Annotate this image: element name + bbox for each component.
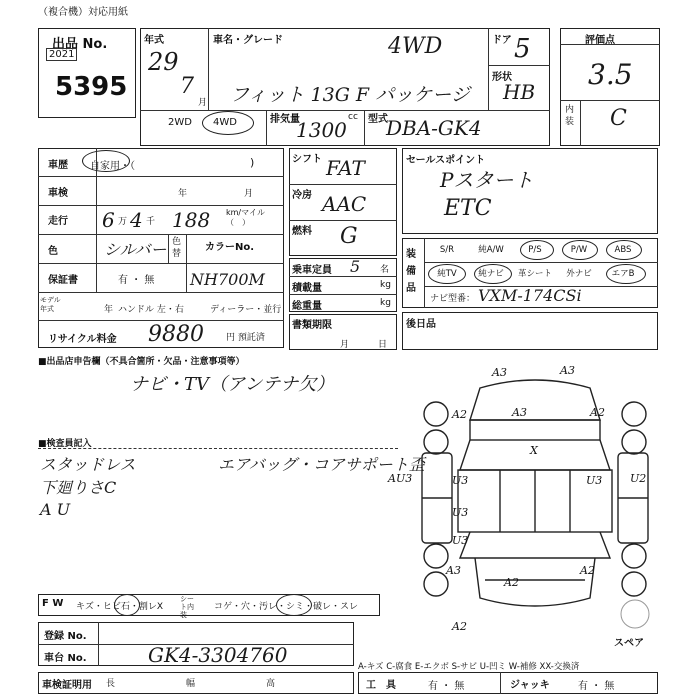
fw-items: キズ・ヒビ石・割レX	[76, 602, 163, 612]
dmg-u3-a: U3	[452, 474, 469, 487]
color-code-value: NH700M	[190, 270, 265, 289]
header-caption: （複合機）対応用紙	[38, 7, 128, 18]
model-info-label: モデル年式	[40, 296, 61, 313]
tools-label: 工 具	[366, 680, 396, 691]
inspection-month: 月	[244, 189, 254, 199]
dmg-u3-left2: U3	[452, 534, 469, 547]
seller-notes-label: ■出品店申告欄（不具合箇所・欠品・注意事項等）	[38, 357, 245, 367]
spare-label: スペア	[614, 638, 644, 649]
grade-label: 評価点	[585, 35, 615, 46]
model-info-year: 年	[104, 305, 114, 315]
chassis-value: GK4-3304760	[148, 643, 288, 667]
doors-label: ドア	[492, 35, 512, 46]
displacement-unit: cc	[348, 112, 358, 122]
gross-label: 総重量	[292, 301, 322, 312]
dmg-a3-low: A3	[446, 564, 461, 577]
aircon-value: AAC	[322, 192, 367, 216]
grade-value: 3.5	[588, 58, 633, 91]
dmg-a2-right: A2	[590, 406, 605, 419]
dmg-u3-b: U3	[452, 506, 469, 519]
warranty-options: 有 ・ 無	[118, 275, 155, 286]
sales-line1: Pスタート	[440, 168, 534, 192]
fw-seat-label: シート内装	[180, 595, 194, 619]
equipment-label: 装備品	[406, 249, 416, 294]
capacity-label: 乗車定員	[292, 265, 332, 276]
mileage-man: 6	[102, 208, 115, 232]
lot-number: 5395	[55, 72, 128, 102]
color-label: 色	[48, 246, 58, 257]
dmg-a2-low: A2	[504, 576, 519, 589]
recycle-value: 9880	[148, 322, 204, 347]
mileage-sen-unit: 千	[146, 217, 156, 227]
seller-notes-text: ナビ・TV（アンテナ欠）	[130, 374, 335, 395]
sales-label: セールスポイント	[406, 155, 486, 166]
mileage-rest: 188	[172, 208, 211, 232]
gross-unit: kg	[380, 298, 391, 308]
color-code-label: カラーNo.	[205, 242, 255, 253]
capacity-unit: 名	[380, 265, 390, 275]
mileage-label: 走行	[48, 216, 68, 227]
docs-label: 書類期限	[292, 320, 332, 331]
capacity-value: 5	[350, 257, 361, 276]
lot-label: 出品 No.	[52, 37, 108, 52]
registration-label: 登録 No.	[44, 631, 87, 642]
fuel-value: G	[340, 224, 358, 249]
post-notes-box	[402, 312, 658, 350]
displacement-value: 1300	[296, 118, 347, 142]
dmg-a2-bottom: A2	[452, 620, 467, 633]
dmg-a3-top2: A3	[560, 364, 575, 377]
doors-value: 5	[514, 34, 531, 64]
navi-label: ナビ型番：	[430, 294, 476, 304]
navi-value: VXM-174CSi	[478, 286, 582, 305]
aircon-label: 冷房	[292, 190, 312, 201]
load-label: 積載量	[292, 283, 322, 294]
cert-c: 高	[266, 679, 276, 689]
fw-items2: コゲ・穴・汚レ・シミ・破レ・スレ	[214, 602, 359, 612]
mileage-man-unit: 万	[118, 217, 128, 227]
model-info-dealer: ディーラー・並行	[210, 305, 282, 315]
model-code-label: 型式	[368, 114, 388, 125]
car-damage-diagram	[388, 358, 670, 658]
model-code-value: DBA-GK4	[386, 116, 482, 140]
history-options: 自家用・（	[90, 161, 135, 172]
equip-pw: P/W	[570, 245, 588, 255]
mileage-sen: 4	[130, 208, 143, 232]
drive-4wd: 4WD	[213, 117, 237, 128]
shape-value: HB	[503, 80, 536, 104]
fw-label: F W	[42, 598, 64, 609]
sales-line2: ETC	[444, 196, 492, 221]
dmg-u3-c: U3	[586, 474, 603, 487]
warranty-label: 保証書	[48, 275, 78, 286]
post-notes-label: 後日品	[406, 319, 436, 330]
cert-a: 長	[106, 679, 116, 689]
inspection-label: 車検	[48, 188, 68, 199]
dmg-u2-right: U2	[630, 472, 647, 485]
equip-ext-navi: 外ナビ	[566, 269, 592, 279]
inspector-note4: エアバッグ・コアサポート歪	[218, 455, 425, 474]
dmg-a2-rear: A2	[580, 564, 595, 577]
load-unit: kg	[380, 280, 391, 290]
jack-options: 有 ・ 無	[578, 681, 615, 692]
equip-sr: S/R	[439, 245, 455, 255]
dmg-a2-left: A2	[452, 408, 467, 421]
equip-airbag: エアB	[611, 269, 635, 279]
interior-label: 内装	[565, 105, 575, 127]
color-change-label: 色替	[172, 237, 182, 259]
model-year-month: 7	[180, 74, 194, 99]
shift-label: シフト	[292, 154, 322, 165]
model-info-handle: ハンドル 左・右	[118, 305, 184, 315]
vehicle-drive: 4WD	[388, 34, 443, 59]
cert-label: 車検証明用	[42, 680, 92, 691]
model-year-label: 年式	[144, 35, 164, 46]
inspector-note1: スタッドレス	[40, 455, 136, 474]
dmg-a3-top: A3	[492, 366, 507, 379]
color-value: シルバー	[104, 240, 167, 259]
tools-options: 有 ・ 無	[428, 681, 465, 692]
equip-leather: 革シート	[518, 269, 553, 279]
inspector-label: ■検査員記入	[38, 439, 92, 449]
history-label: 車歴	[48, 160, 68, 171]
dmg-a3-mid: A3	[512, 406, 527, 419]
inspector-note3: A U	[40, 500, 71, 519]
equip-navi: 純ナビ	[478, 269, 504, 279]
lot-year-stamp: 2021	[46, 48, 77, 61]
drive-2wd: 2WD	[168, 117, 192, 128]
fuel-label: 燃料	[292, 226, 312, 237]
inspector-note2: 下廻りさC	[40, 478, 117, 497]
legend-text: A-キズ C-腐食 E-エクボ S-サビ U-凹ミ W-補修 XX-交換済	[358, 662, 580, 672]
history-close: )	[250, 156, 255, 169]
model-year-month-unit: 月	[198, 98, 208, 108]
equip-ps: P/S	[528, 245, 542, 255]
inspection-year: 年	[178, 189, 188, 199]
dmg-x: X	[530, 444, 538, 457]
chassis-label: 車台 No.	[44, 653, 87, 664]
shape-label: 形状	[492, 72, 512, 83]
vehicle-label: 車名・グレード	[213, 35, 283, 46]
equip-abs: ABS	[614, 245, 632, 255]
jack-label: ジャッキ	[510, 680, 550, 691]
recycle-label: リサイクル料金	[48, 334, 117, 345]
interior-value: C	[610, 106, 627, 131]
shift-value: FAT	[326, 156, 365, 180]
model-year-era: 29	[148, 48, 179, 76]
displacement-label: 排気量	[270, 114, 300, 125]
dmg-au3-left: AU3	[388, 472, 413, 485]
vehicle-name: フィット 13G F パッケージ	[230, 84, 470, 106]
mileage-unit: km/マイル（ ）	[226, 208, 265, 227]
equip-tv: 純TV	[437, 269, 457, 279]
recycle-unit: 円 預託済	[226, 333, 265, 343]
docs-day: 日	[378, 340, 388, 350]
cert-b: 幅	[186, 679, 196, 689]
equip-aw: 純A/W	[478, 245, 504, 255]
docs-month: 月	[340, 340, 350, 350]
